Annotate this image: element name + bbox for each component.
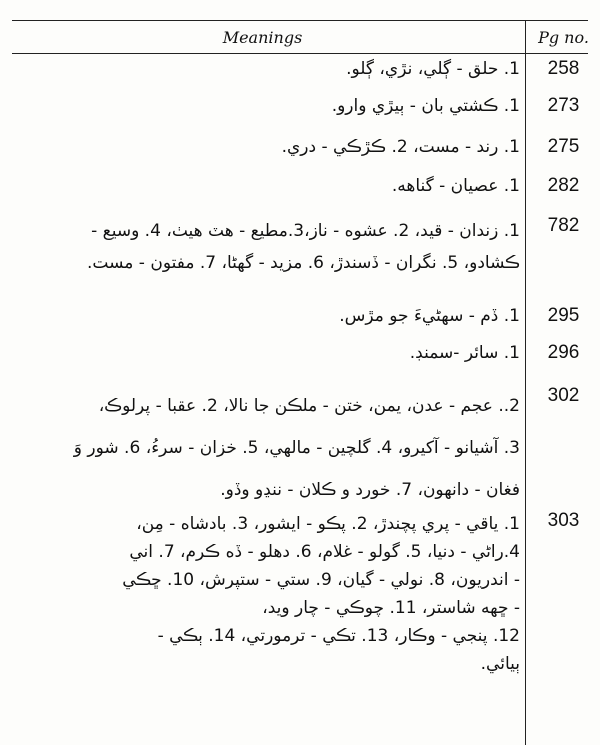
meaning-text: 1. عصيان - گناهه. [391,176,520,196]
page-number: 273 [547,95,580,116]
page-number: 295 [547,305,580,326]
meaning-text: 1. سائر -سمنڊ. [409,343,520,363]
page-number: 782 [547,215,580,236]
meaning-text: 2.. عجم - عدن، يمن، ختن - ملڪن جا نالا، 2. عقبا - پرلوڪ، 3. آشيانو - آکيرو، 4. گلچين - مالهي، 5. خزان - سرءُ، 6. شور وَ فغان - دانهون، 7. خورد و ڪلان - ننڍو وڏو. [73,396,520,500]
meaning-text: 1. حلق - ڳلي، نڙي، ڳلو. [346,59,520,79]
page-number: 282 [547,175,580,196]
page-number: 302 [547,385,580,406]
header-meanings: Meanings [222,28,303,47]
meaning-text: 1. زندان - قيد، 2. عشوه - ناز،3.مطيع - هٽ هيٺ، 4. وسيع - ڪشادو، 5. نگران - ڏسندڙ، 6. مزيد - گهڻا، 7. مفتون - مست. [87,221,520,273]
column-divider [525,20,526,745]
table-top-border [12,20,588,21]
page-number: 258 [547,58,580,79]
header-page-number: Pg no. [538,28,589,47]
header-bottom-border [12,53,588,54]
meaning-text: 1. رند - مست، 2. ڪڙڪي - دري. [281,137,520,157]
meaning-text: 1. ڏم - سهڻيءَ جو مڙس. [339,306,520,326]
page-number: 275 [547,136,580,157]
page-number: 296 [547,342,580,363]
meaning-text: 1. ياقي - پري پچندڙ، 2. پڪو - ايشور، 3. بادشاه - مِن، 4.راڻي - دنيا، 5. گولو - غلام، 6. دهلو - ڏه ڪرم، 7. اني - اندريون، 8. نولي - گيان، 9. ستي - ستپرش، 10. ڇڪي - ڇهه شاستر، 11. چوڪي - چار ويد، 12. پنجي - وڪار، 13. تڪي - ترمورتي، 14. ٻڪي - ٻيائي. [122,514,520,674]
meaning-text: 1. ڪشتي بان - ٻيڙي وارو. [331,96,520,116]
page-number: 303 [547,510,580,531]
